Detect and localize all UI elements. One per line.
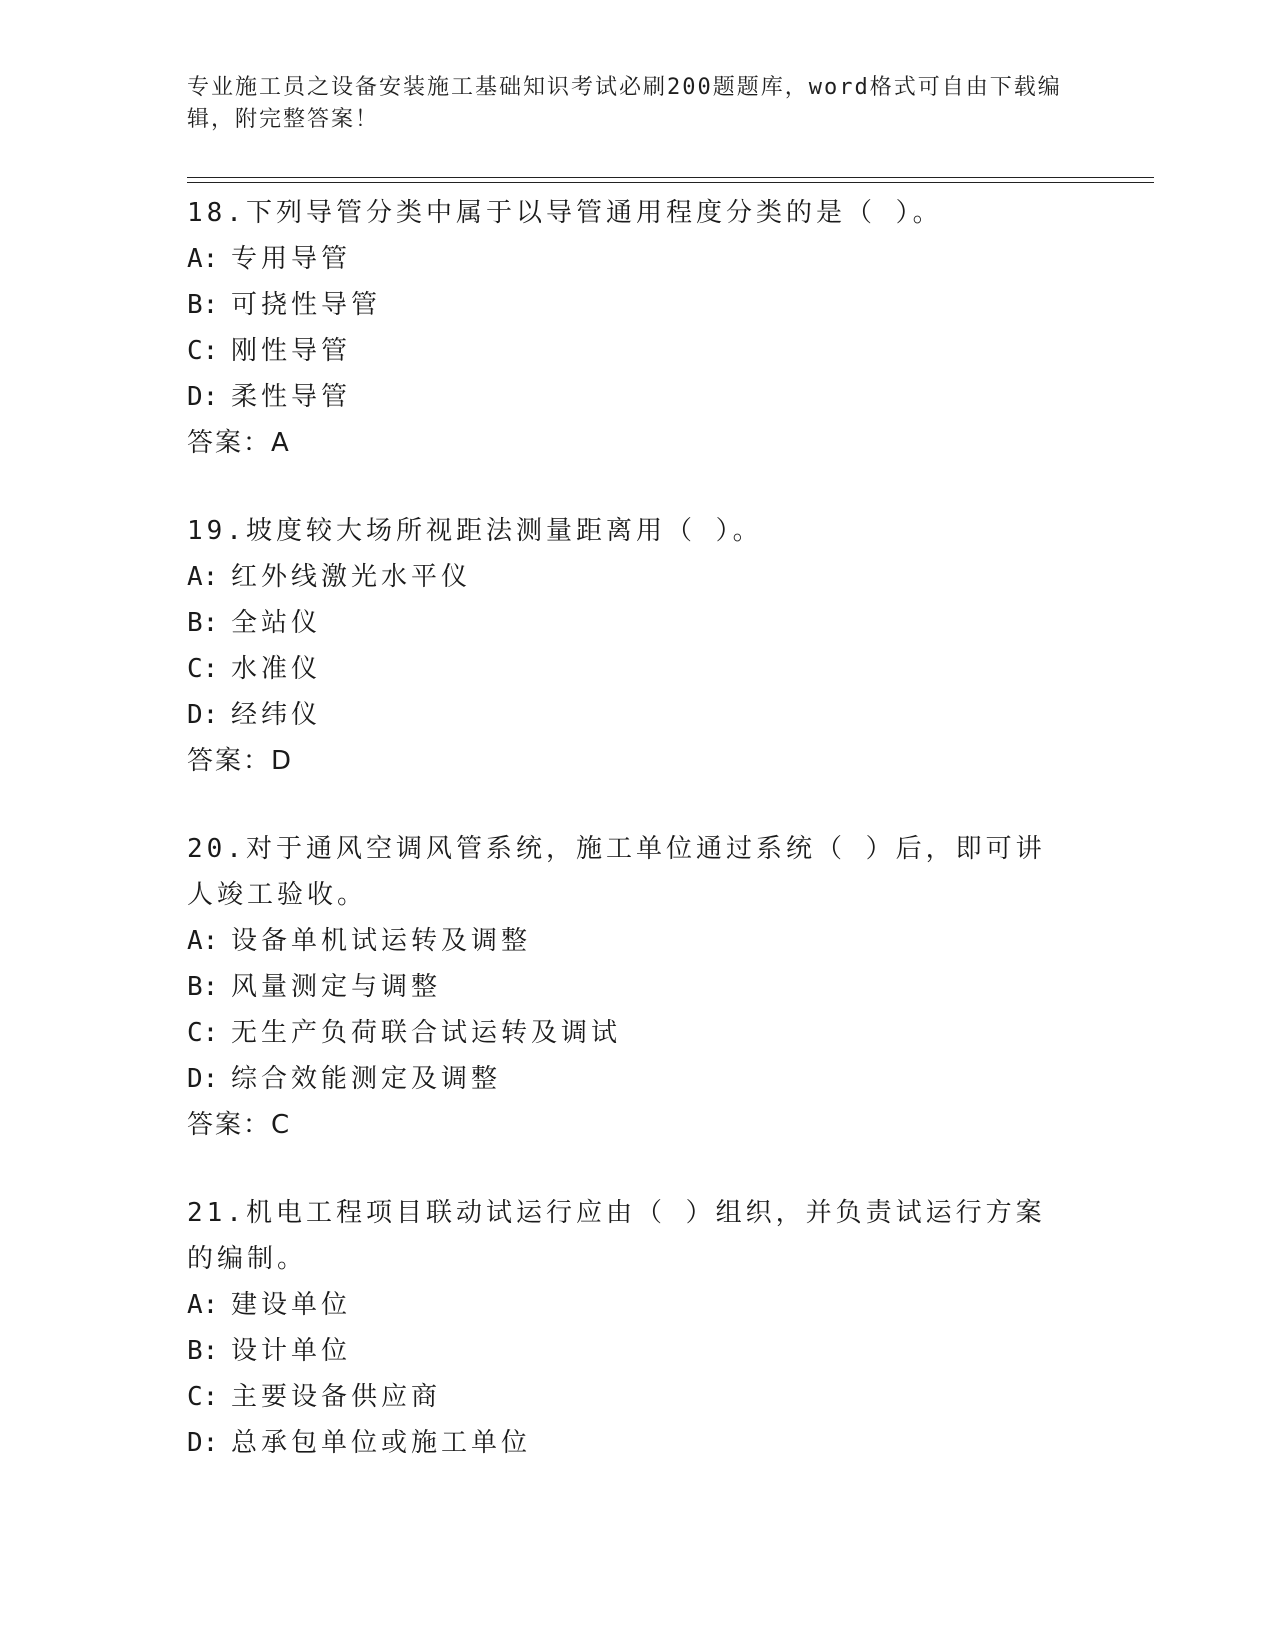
option-letter: A: <box>187 1290 219 1320</box>
option-b <box>187 600 1067 646</box>
option-letter: C: <box>187 336 219 366</box>
option-letter: B: <box>187 972 219 1002</box>
question-stem: 19.坡度较大场所视距法测量距离用（ ）。 <box>187 516 763 546</box>
option-text: 风量测定与调整 <box>231 972 442 1002</box>
option-text: 全站仪 <box>231 608 322 638</box>
option-text: 主要设备供应商 <box>231 1382 442 1412</box>
option-letter: A: <box>187 562 219 592</box>
question-stem: 18.下列导管分类中属于以导管通用程度分类的是（ ）。 <box>187 198 943 228</box>
question-18 <box>187 190 1067 466</box>
question-stem: 21.机电工程项目联动试运行应由（ ）组织，并负责试运行方案的编制。 <box>187 1198 1046 1274</box>
option-letter: D: <box>187 1064 219 1094</box>
option-letter: B: <box>187 608 219 638</box>
option-text: 综合效能测定及调整 <box>231 1064 502 1094</box>
option-c <box>187 328 1067 374</box>
question-19 <box>187 508 1067 784</box>
answer-line: 答案：C <box>187 1110 292 1140</box>
option-text: 经纬仪 <box>231 700 322 730</box>
option-text: 建设单位 <box>231 1290 352 1320</box>
option-text: 设备单机试运转及调整 <box>231 926 532 956</box>
option-text: 水准仪 <box>231 654 322 684</box>
option-b <box>187 1328 1067 1374</box>
option-d <box>187 1420 1067 1466</box>
option-letter: A: <box>187 244 219 274</box>
option-letter: D: <box>187 1428 219 1458</box>
option-text: 专用导管 <box>231 244 352 274</box>
option-a <box>187 918 1067 964</box>
option-text: 刚性导管 <box>231 336 352 366</box>
option-b <box>187 964 1067 1010</box>
option-letter: B: <box>187 1336 219 1366</box>
answer-line: 答案：D <box>187 746 294 776</box>
option-c <box>187 1374 1067 1420</box>
option-letter: C: <box>187 654 219 684</box>
option-c <box>187 646 1067 692</box>
option-c <box>187 1010 1067 1056</box>
option-a <box>187 554 1067 600</box>
option-text: 设计单位 <box>231 1336 352 1366</box>
question-20 <box>187 826 1067 1148</box>
option-letter: D: <box>187 700 219 730</box>
option-text: 柔性导管 <box>231 382 352 412</box>
option-d <box>187 692 1067 738</box>
option-a <box>187 236 1067 282</box>
answer-line: 答案：A <box>187 428 291 458</box>
option-text: 可挠性导管 <box>231 290 382 320</box>
question-21 <box>187 1190 1067 1466</box>
question-stem: 20.对于通风空调风管系统，施工单位通过系统（ ）后，即可讲人竣工验收。 <box>187 834 1046 910</box>
option-text: 无生产负荷联合试运转及调试 <box>231 1018 622 1048</box>
option-a <box>187 1282 1067 1328</box>
header-divider-top <box>187 177 1154 178</box>
option-b <box>187 282 1067 328</box>
option-letter: D: <box>187 382 219 412</box>
option-letter: C: <box>187 1382 219 1412</box>
option-letter: A: <box>187 926 219 956</box>
option-d <box>187 1056 1067 1102</box>
header-divider-bottom <box>187 182 1154 183</box>
option-d <box>187 374 1067 420</box>
document-header: 专业施工员之设备安装施工基础知识考试必刷200题题库，word格式可自由下载编辑，附完整答案！ <box>187 75 1062 132</box>
option-letter: C: <box>187 1018 219 1048</box>
option-text: 总承包单位或施工单位 <box>231 1428 532 1458</box>
option-letter: B: <box>187 290 219 320</box>
option-text: 红外线激光水平仪 <box>231 562 472 592</box>
